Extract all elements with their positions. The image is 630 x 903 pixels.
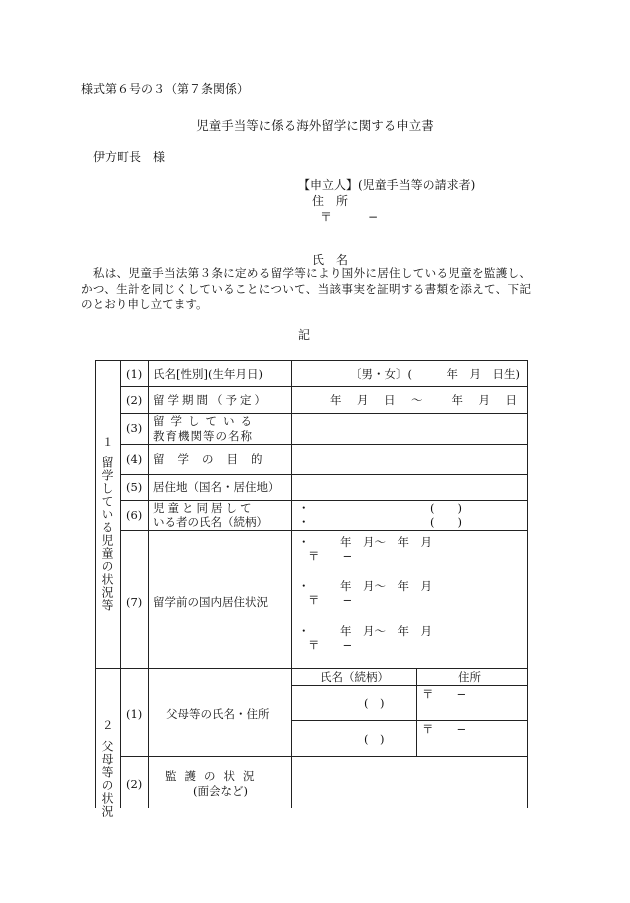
bullet: ・ [298,624,310,638]
table-line [120,444,528,445]
bullet: ・ [298,535,310,549]
bullet: ・ [298,515,310,529]
col-header-address: 住所 [458,670,481,684]
relation-paren: ( ) [364,696,385,710]
postal-value: 〒 − [308,593,353,607]
postal-value: 〒 − [308,638,353,652]
section2-number: ２ [102,718,114,732]
statement-paragraph: 私は、児童手当法第３条に定める留学等により国外に居住している児童を監護し、かつ、生計を同じくしていることについて、当該事実を証明する書類を添えて、下記のとおり申し立てます。 [81,266,531,311]
table-line [120,386,528,387]
postal-value: 〒 − [308,549,353,563]
row-label-cohabitant-1: 児童と同居して [153,501,255,515]
applicant-name-label: 氏 名 [312,253,349,267]
row-label-period: 留学期間（予定） [153,393,269,407]
bullet: ・ [298,501,310,515]
bullet: ・ [298,579,310,593]
form-number: 様式第６号の３（第７条関係） [81,82,250,96]
table-line [291,720,528,721]
table-line [148,360,149,808]
row-number: (2) [126,777,143,791]
row-number: (1) [126,367,143,381]
applicant-address-label: 住 所 [312,194,349,208]
table-line [120,756,528,757]
table-line [95,360,528,361]
table-line [120,360,121,808]
relation-paren: ( ) [430,501,462,515]
row-label-residence: 居住地（国名・居住地） [153,480,280,494]
row-label-custody-1: 監護の状況 [165,769,263,783]
table-line [95,668,528,669]
study-period-value: 年 月 日 〜 年 月 日 [330,393,519,407]
addressee: 伊方町長 様 [93,150,166,164]
period-value: 年 月〜 年 月 [340,535,432,549]
table-line [527,360,528,808]
applicant-label: 【申立人】(児童手当等の請求者) [298,178,476,192]
col-header-name: 氏名（続柄） [320,670,389,684]
section1-number: １ [102,435,114,449]
period-value: 年 月〜 年 月 [340,624,432,638]
ki-heading: 記 [298,328,311,342]
row-number: (5) [126,480,143,494]
postal-value: 〒 − [422,722,467,736]
row-label-name: 氏名[性別](生年月日) [153,367,263,381]
relation-paren: ( ) [430,515,462,529]
row-number: (7) [126,595,143,609]
postal-value: 〒 − [422,687,467,701]
row-number: (1) [126,707,143,721]
row-label-institution-1: 留学している [153,414,258,428]
document-title: 児童手当等に係る海外留学に関する申立書 [196,118,434,133]
table-line [416,668,417,756]
section2-label: 父母等の状況 [100,740,114,818]
relation-paren: ( ) [364,732,385,746]
row-number: (4) [126,452,143,466]
section1-label: 留学している児童の状況等 [100,456,114,612]
applicant-postal-dash: − [368,210,379,224]
table-line [120,474,528,475]
period-value: 年 月〜 年 月 [340,579,432,593]
row-label-domestic-residence: 留学前の国内居住状況 [153,595,268,609]
row-number: (2) [126,393,143,407]
table-line [291,360,292,808]
row-label-parents: 父母等の氏名・住所 [166,707,270,721]
table-line [95,360,96,808]
row-label-purpose: 留学の目的 [153,452,276,466]
row-label-custody-2: (面会など) [193,784,248,798]
table-line [291,685,528,686]
row-label-cohabitant-2: いる者の氏名（続柄） [153,515,268,529]
applicant-postal-mark: 〒 [320,210,333,224]
row-number: (6) [126,508,143,522]
table-line [120,530,528,531]
child-name-value: 〔男・女〕( 年 月 日生) [350,367,520,381]
row-number: (3) [126,421,143,435]
row-label-institution-2: 教育機関等の名称 [153,429,253,443]
